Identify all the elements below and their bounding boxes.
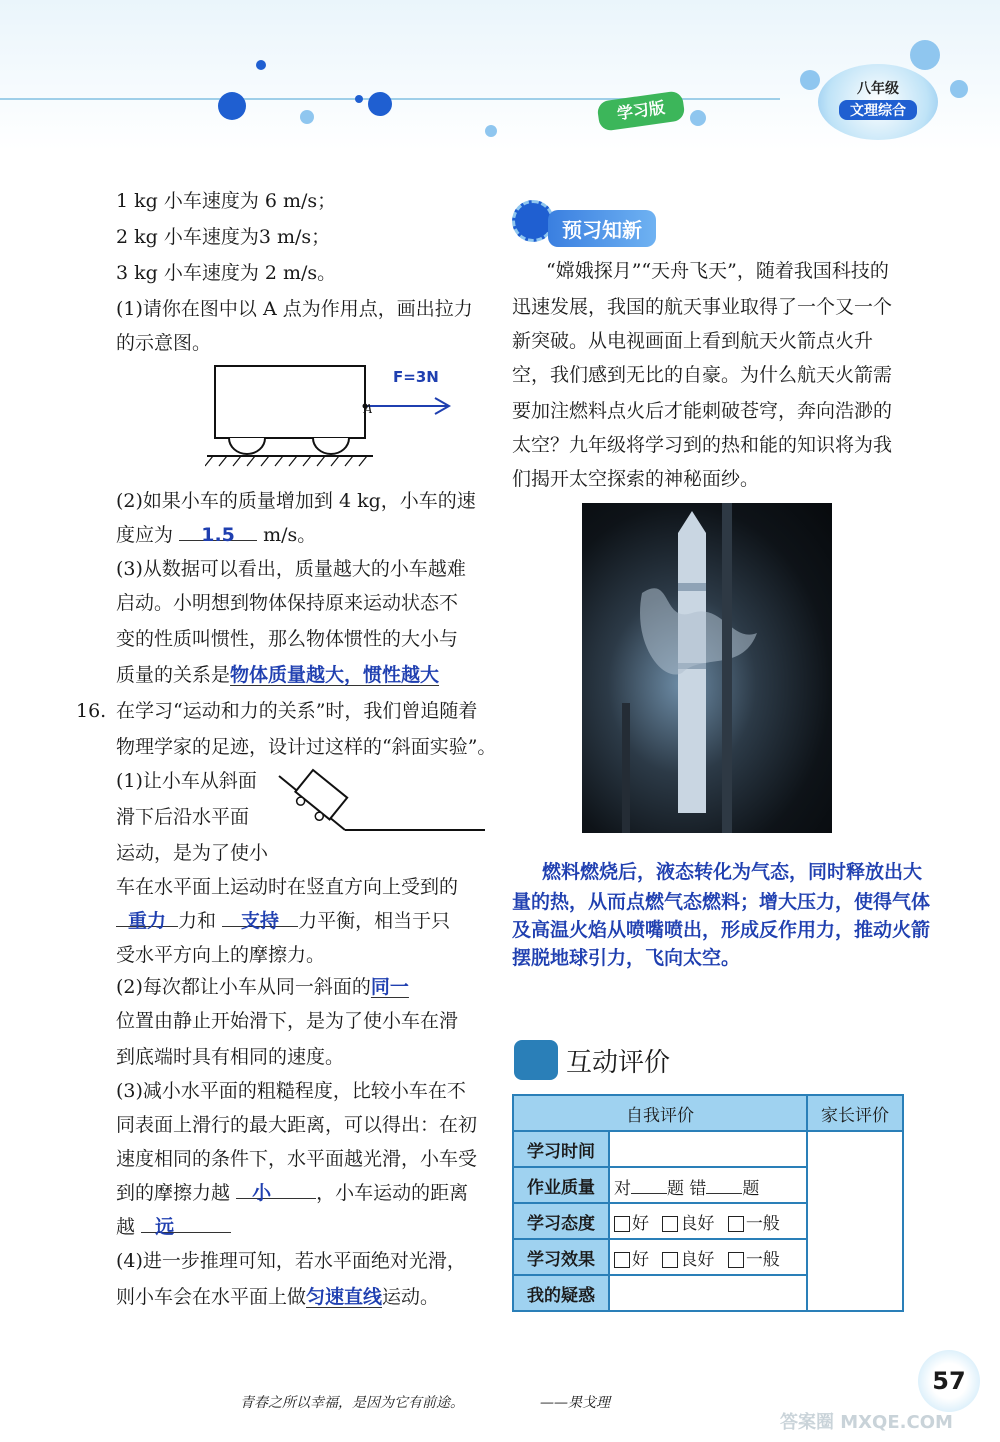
effect-cell — [609, 1239, 807, 1275]
question-text: (2)每次都让小车从同一斜面的 — [116, 976, 371, 998]
question-text: 物理学家的足迹，设计过这样的“斜面实验”。 — [116, 736, 497, 758]
question-text: ，小车运动的距离 — [316, 1182, 469, 1204]
wrong-label: 错 — [689, 1179, 707, 1199]
checkbox[interactable] — [728, 1216, 744, 1232]
paragraph-line: 们揭开太空探索的神秘面纱。 — [512, 468, 760, 490]
question-text: (4)进一步推理可知，若水平面绝对光滑， — [116, 1250, 466, 1272]
section-badge: 预习知新 — [548, 210, 656, 247]
question-text: 的示意图。 — [116, 332, 212, 354]
question-text: 速度相同的条件下，水平面越光滑，小车受 — [116, 1148, 478, 1170]
question-text: 运动，是为了使小 — [116, 842, 269, 864]
question-text: 度应为 — [116, 524, 174, 546]
answer-line: 燃料燃烧后，液态转化为气态，同时释放出大 — [542, 861, 923, 883]
attitude-cell — [609, 1203, 807, 1239]
decor-dot — [910, 40, 940, 70]
paragraph-line: 太空？九年级将学习到的热和能的知识将为我 — [512, 434, 893, 456]
answer-line: 及高温火焰从喷嘴喷出，形成反作用力，推动火箭 — [512, 919, 931, 941]
question-text: (3)减小水平面的粗糙程度，比较小车在不 — [116, 1080, 466, 1102]
checkbox[interactable] — [614, 1252, 630, 1268]
answer-text: 物体质量越大，惯性越大 — [230, 664, 440, 686]
question-line — [116, 970, 409, 1004]
option-label: 好 — [632, 1249, 649, 1270]
question-text: 变的性质叫惯性，那么物体惯性的大小与 — [116, 628, 459, 650]
rocket-photo — [582, 503, 832, 833]
question-line — [116, 1176, 468, 1210]
decor-dot — [950, 80, 968, 98]
checkbox[interactable] — [614, 1216, 630, 1232]
question-text: 滑下后沿水平面 — [116, 806, 250, 828]
paragraph-line: “嫦娥探月”“天舟飞天”，随着我国科技的 — [546, 260, 889, 282]
question-text: (1)让小车从斜面 — [116, 770, 257, 792]
paragraph-line: 空，我们感到无比的自豪。为什么航天火箭需 — [512, 364, 893, 386]
rocket-illustration — [582, 503, 832, 833]
right-count-blank[interactable] — [631, 1171, 667, 1194]
answer-blank — [116, 904, 178, 932]
question-line — [116, 518, 316, 552]
option-label: 好 — [632, 1213, 649, 1234]
question-label: 题 — [667, 1179, 684, 1199]
question-text: (2)如果小车的质量增加到 4 kg，小车的速 — [116, 490, 476, 512]
data-line: 2 kg 小车速度为3 m/s； — [116, 226, 331, 248]
evaluation-table — [512, 1094, 904, 1312]
page-number: 57 — [932, 1367, 966, 1395]
data-line: 3 kg 小车速度为 2 m/s。 — [116, 262, 337, 284]
question-text: (1)请你在图中以 A 点为作用点，画出拉力 — [116, 298, 473, 320]
question-text: 到底端时具有相同的速度。 — [116, 1046, 345, 1068]
question-text: 在学习“运动和力的关系”时，我们曾追随着 — [116, 700, 478, 722]
decor-dot — [690, 110, 706, 126]
answer-text: 小 — [252, 1182, 272, 1204]
option-label: 良好 — [680, 1249, 715, 1270]
unit-text: m/s。 — [263, 524, 317, 546]
data-line: 1 kg 小车速度为 6 m/s； — [116, 190, 337, 212]
answer-blank — [141, 1210, 231, 1238]
question-text: 力平衡，相当于只 — [298, 910, 451, 932]
answer-line: 量的热，从而点燃气态燃料；增大压力，使得气体 — [512, 891, 931, 913]
answer-blank — [179, 518, 257, 546]
decor-dot — [368, 92, 392, 116]
checkbox[interactable] — [662, 1216, 678, 1232]
decor-dot — [300, 110, 314, 124]
answer-line: 摆脱地球引力，飞向太空。 — [512, 947, 741, 969]
header-logo: 学习版 — [596, 90, 685, 132]
question-line — [116, 658, 439, 692]
paragraph-line: 迅速发展，我国的航天事业取得了一个又一个 — [512, 296, 893, 318]
subject-text: 文理综合 — [839, 100, 917, 120]
question-number: 16. — [76, 700, 107, 722]
paragraph-line: 要加注燃料点火后才能刺破苍穹，奔向浩渺的 — [512, 400, 893, 422]
question-label: 题 — [742, 1179, 760, 1199]
question-text: 同表面上滑行的最大距离，可以得出：在初 — [116, 1114, 478, 1136]
row-label: 我的疑惑 — [513, 1275, 609, 1311]
wrong-count-blank[interactable] — [706, 1171, 742, 1194]
question-text: 位置由静止开始滑下，是为了使小车在滑 — [116, 1010, 459, 1032]
question-text: 力和 — [178, 910, 217, 932]
question-text: 质量的关系是 — [116, 664, 231, 686]
page-number-badge — [918, 1350, 980, 1412]
row-label: 学习效果 — [513, 1239, 609, 1275]
paragraph-line: 新突破。从电视画面上看到航天火箭点火升 — [512, 330, 874, 352]
doubts-cell[interactable] — [609, 1275, 807, 1311]
parent-eval-cell[interactable] — [807, 1131, 903, 1311]
option-label: 良好 — [680, 1213, 715, 1234]
question-text: 越 — [116, 1216, 136, 1238]
answer-text: 重力 — [127, 910, 166, 932]
self-eval-header: 自我评价 — [513, 1095, 807, 1131]
incline-diagram — [275, 768, 490, 838]
question-line — [116, 904, 450, 938]
force-label: F=3N — [393, 368, 439, 386]
decor-dot — [485, 125, 497, 137]
question-line — [116, 1210, 231, 1244]
answer-blank — [222, 904, 298, 932]
decor-dot — [800, 70, 820, 90]
study-time-cell[interactable] — [609, 1131, 807, 1167]
decor-dot — [218, 92, 246, 120]
grade-badge — [818, 64, 938, 140]
answer-text: 远 — [155, 1216, 175, 1238]
question-text: 则小车会在水平面上做 — [116, 1286, 307, 1308]
question-text: 车在水平面上运动时在竖直方向上受到的 — [116, 876, 459, 898]
question-text: 运动。 — [382, 1286, 440, 1308]
question-text: 到的摩擦力越 — [116, 1182, 231, 1204]
row-label: 作业质量 — [513, 1167, 609, 1203]
question-text: (3)从数据可以看出，质量越大的小车越难 — [116, 558, 466, 580]
watermark: 答案圈 MXQE.COM — [780, 1412, 953, 1433]
right-label: 对 — [614, 1179, 631, 1199]
checkbox[interactable] — [662, 1252, 678, 1268]
parent-eval-header: 家长评价 — [807, 1095, 903, 1131]
option-label: 一般 — [745, 1249, 780, 1270]
row-label: 学习态度 — [513, 1203, 609, 1239]
question-line — [116, 1280, 439, 1314]
option-label: 一般 — [745, 1213, 780, 1234]
decor-dot — [256, 60, 266, 70]
answer-blank — [236, 1176, 316, 1204]
homework-quality-cell[interactable] — [609, 1167, 807, 1203]
answer-text: 支持 — [241, 910, 280, 932]
checkbox[interactable] — [728, 1252, 744, 1268]
question-text: 启动。小明想到物体保持原来运动状态不 — [116, 592, 459, 614]
question-text: 受水平方向上的摩擦力。 — [116, 944, 326, 966]
point-label: A — [364, 402, 373, 416]
student-icon — [514, 1040, 558, 1080]
footer-quote: 青春之所以幸福，是因为它有前途。 — [240, 1395, 464, 1411]
grade-text: 八年级 — [857, 81, 899, 97]
answer-text: 匀速直线 — [306, 1286, 383, 1308]
eval-title: 互动评价 — [566, 1048, 671, 1078]
footer-author: ——果戈理 — [540, 1395, 610, 1411]
answer-text: 同一 — [370, 976, 409, 998]
row-label: 学习时间 — [513, 1131, 609, 1167]
answer-text: 1.5 — [201, 524, 235, 546]
decor-dot — [355, 95, 363, 103]
